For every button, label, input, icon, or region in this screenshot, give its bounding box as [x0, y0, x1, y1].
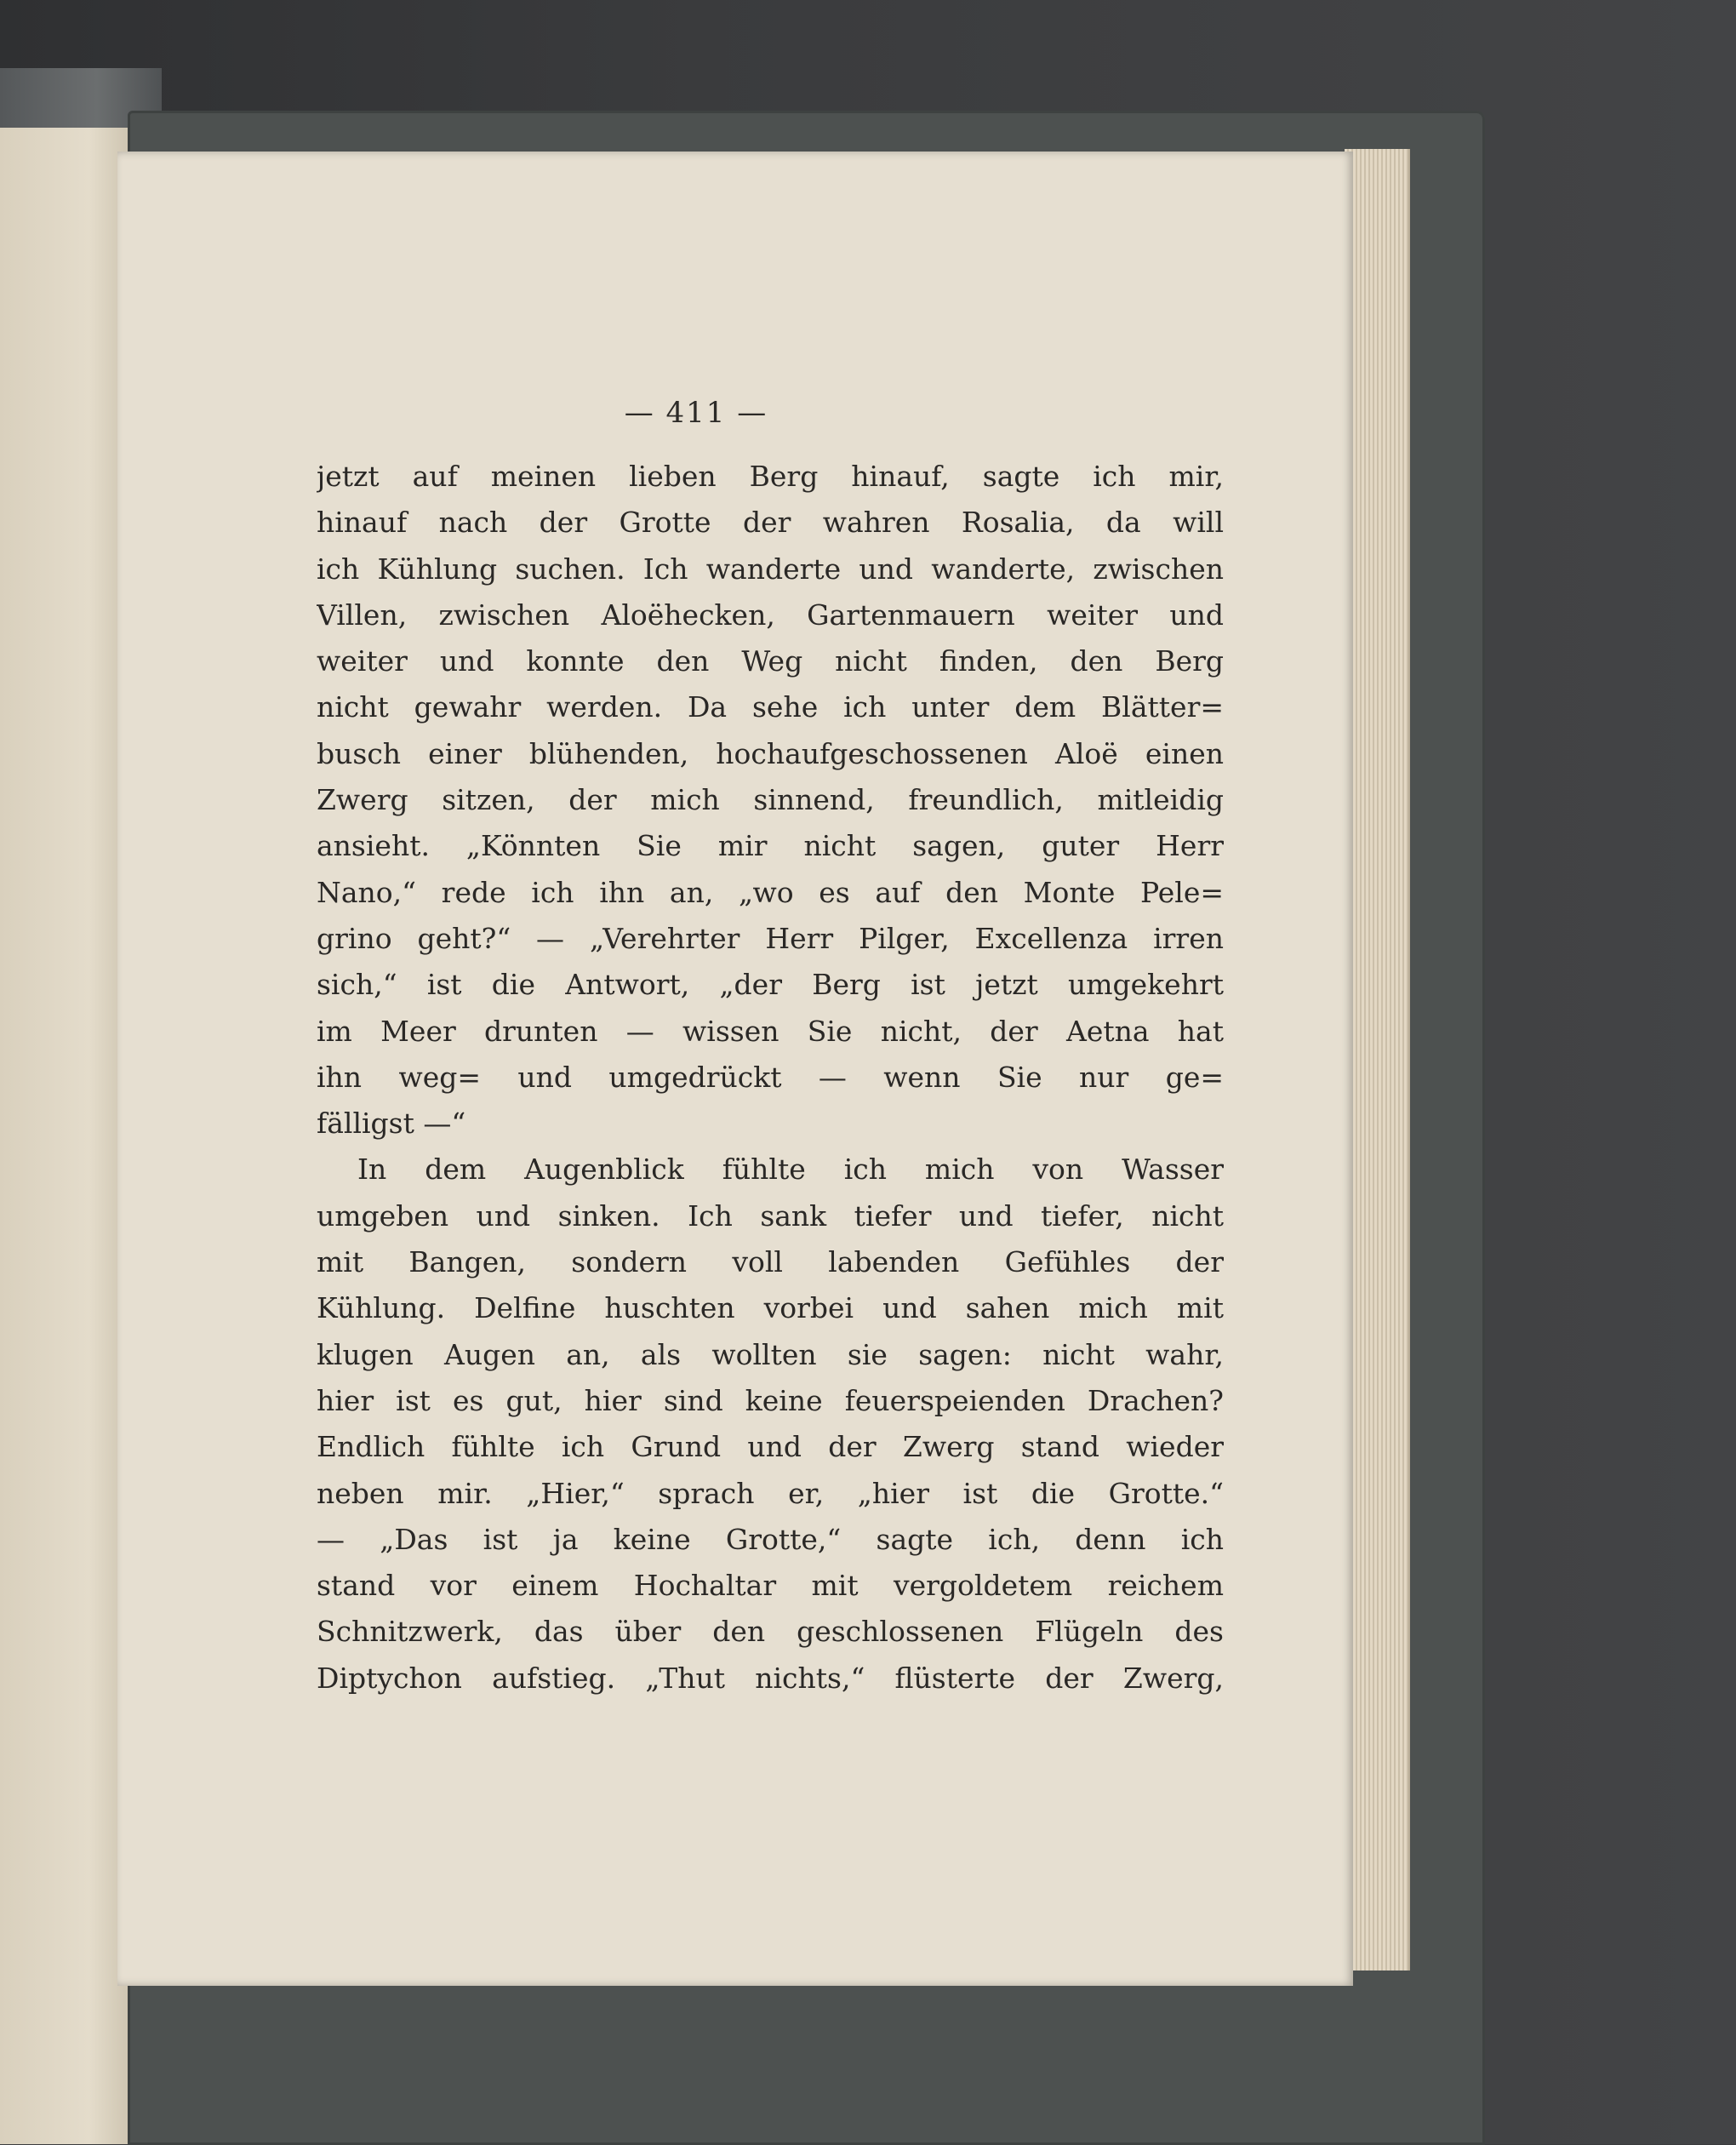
- text-line: grino geht?“ — „Verehrter Herr Pilger, Excellenza irren: [317, 921, 1224, 955]
- text-line: jetzt auf meinen lieben Berg hinauf, sagte ich mir,: [317, 460, 1224, 493]
- text-line: Schnitzwerk, das über den geschlossenen Flügeln des: [317, 1615, 1224, 1649]
- text-line: hinauf nach der Grotte der wahren Rosalia, da will: [317, 506, 1224, 540]
- page-block-edges: [1345, 149, 1410, 1971]
- text-line: Villen, zwischen Aloëhecken, Gartenmauern weiter und: [317, 598, 1224, 632]
- text-line: Endlich fühlte ich Grund und der Zwerg stand wieder: [317, 1430, 1224, 1464]
- text-line: Zwerg sitzen, der mich sinnend, freundlich, mitleidig: [317, 783, 1224, 817]
- text-line: im Meer drunten — wissen Sie nicht, der Aetna hat: [317, 1014, 1224, 1048]
- text-line: fälligst —“: [317, 1107, 466, 1141]
- text-line: — „Das ist ja keine Grotte,“ sagte ich, denn ich: [317, 1522, 1224, 1556]
- text-line: mit Bangen, sondern voll labenden Gefühles der: [317, 1245, 1224, 1279]
- text-line: hier ist es gut, hier sind keine feuerspeienden Drachen?: [317, 1383, 1224, 1417]
- text-line: ihn weg= und umgedrückt — wenn Sie nur ge=: [317, 1060, 1224, 1094]
- text-line: umgeben und sinken. Ich sank tiefer und tiefer, nicht: [317, 1198, 1224, 1233]
- book-page: [117, 152, 1353, 1986]
- text-line: Diptychon aufstieg. „Thut nichts,“ flüsterte der Zwerg,: [317, 1661, 1224, 1695]
- text-line: ich Kühlung suchen. Ich wanderte und wanderte, zwischen: [317, 552, 1224, 586]
- text-line: klugen Augen an, als wollten sie sagen: nicht wahr,: [317, 1337, 1224, 1371]
- text-line: Kühlung. Delfine huschten vorbei und sahen mich mit: [317, 1291, 1224, 1325]
- text-line: busch einer blühenden, hochaufgeschossenen Aloë einen: [317, 736, 1224, 770]
- left-page-edge: [0, 128, 128, 2144]
- text-line: stand vor einem Hochaltar mit vergoldetem reichem: [317, 1569, 1224, 1603]
- text-line: weiter und konnte den Weg nicht finden, den Berg: [317, 644, 1224, 678]
- paragraph-start-line: In dem Augenblick fühlte ich mich von Wasser: [357, 1153, 1224, 1187]
- text-line: neben mir. „Hier,“ sprach er, „hier ist die Grotte.“: [317, 1476, 1224, 1510]
- text-line: Nano,“ rede ich ihn an, „wo es auf den Monte Pele=: [317, 875, 1224, 909]
- text-line: sich,“ ist die Antwort, „der Berg ist jetzt umgekehrt: [317, 968, 1224, 1002]
- page-number: — 411 —: [624, 396, 768, 430]
- text-line: nicht gewahr werden. Da sehe ich unter dem Blätter=: [317, 690, 1224, 724]
- body-text: [317, 454, 1224, 1702]
- text-line: ansieht. „Könnten Sie mir nicht sagen, guter Herr: [317, 829, 1224, 863]
